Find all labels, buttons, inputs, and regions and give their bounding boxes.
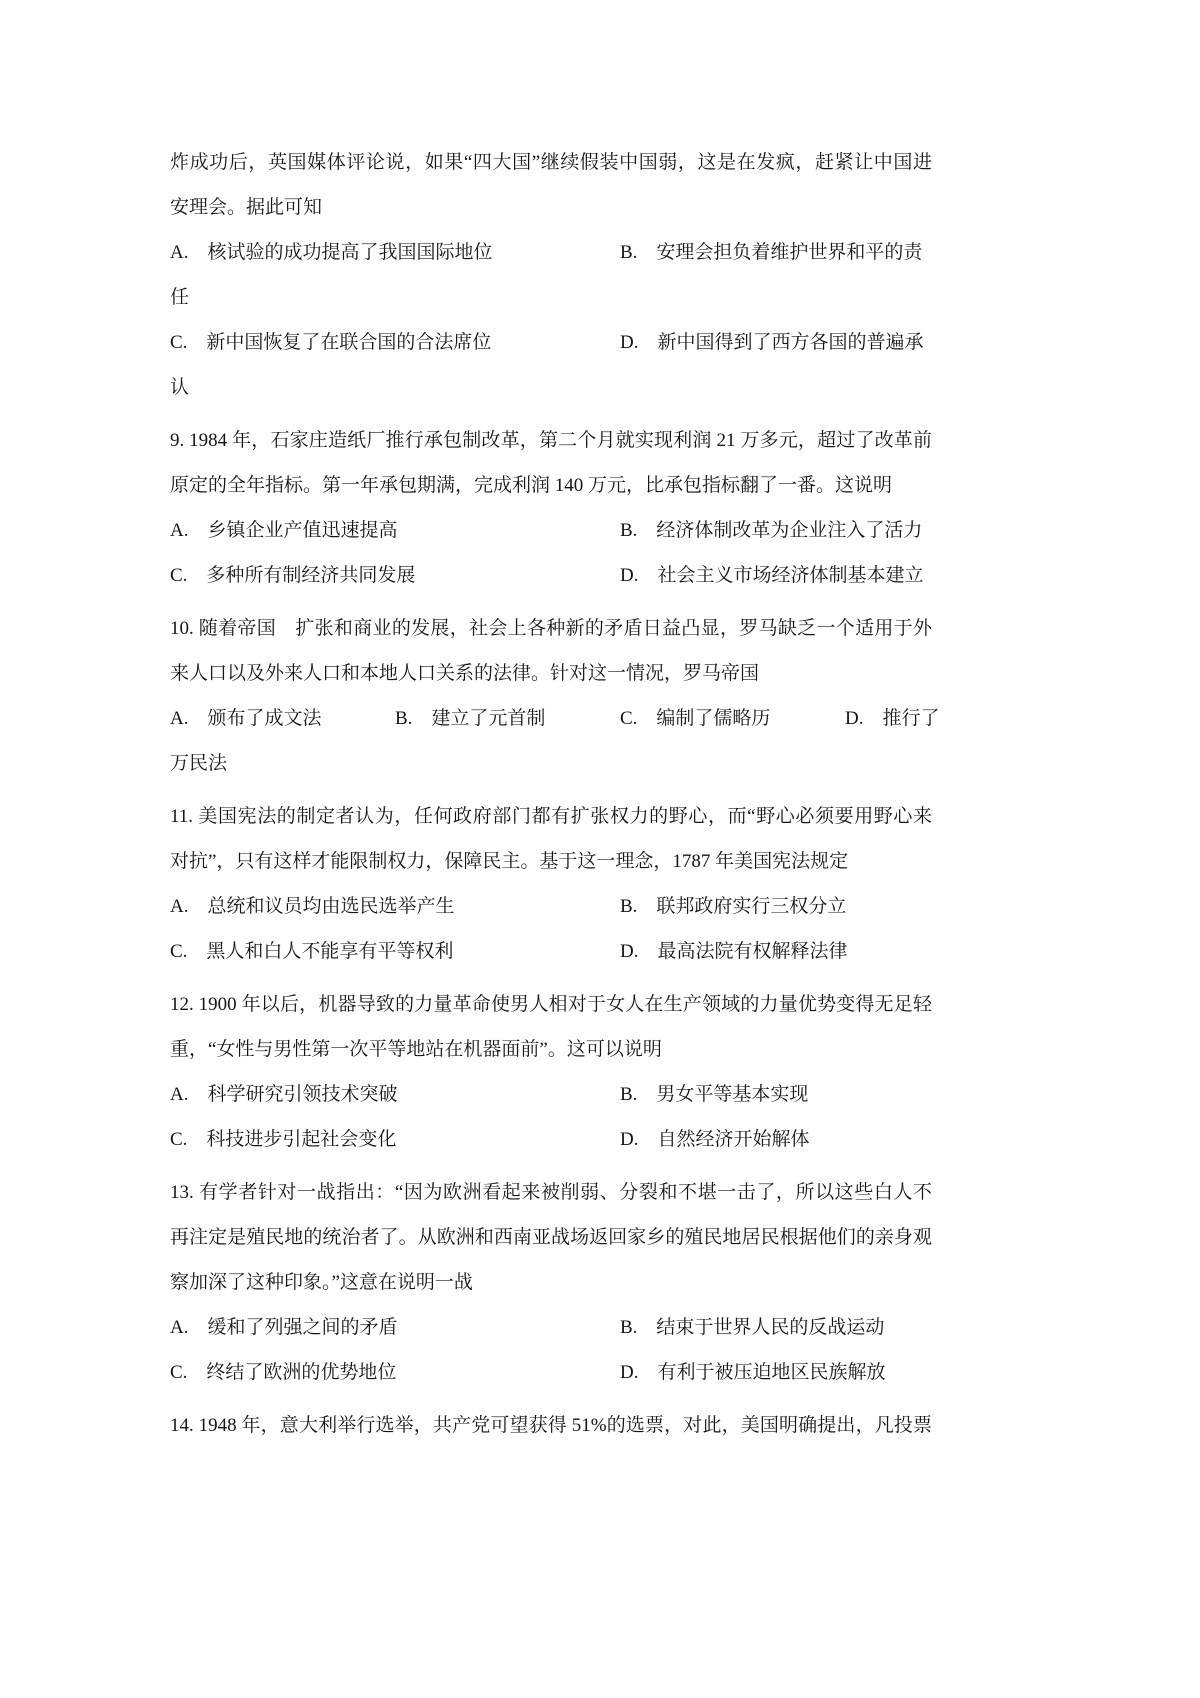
- option-cell: C. 编制了儒略历: [620, 708, 771, 729]
- q12-stem-line: 12. 1900 年以后，机器导致的力量革命使男人相对于女人在生产领域的力量优势变得无足轻: [170, 994, 932, 1015]
- option-cell: D. 自然经济开始解体: [620, 1129, 810, 1150]
- q13-stem-line: 察加深了这种印象。”这意在说明一战: [170, 1272, 473, 1293]
- q11-stem-line: 对抗”，只有这样才能限制权力，保障民主。基于这一理念，1787 年美国宪法规定: [170, 851, 849, 872]
- q11-options-cd: [170, 929, 932, 974]
- q9-options-cd: [170, 553, 932, 598]
- q13-stem-line: 13. 有学者针对一战指出：“因为欧洲看起来被削弱、分裂和不堪一击了，所以这些白人不: [170, 1182, 932, 1203]
- q8-stem-line: 炸成功后，英国媒体评论说，如果“四大国”继续假装中国弱，这是在发疯，赶紧让中国进: [170, 152, 932, 173]
- q11-options-ab: [170, 884, 932, 929]
- q13-stem-line: 再注定是殖民地的统治者了。从欧洲和西南亚战场返回家乡的殖民地居民根据他们的亲身观: [170, 1227, 932, 1248]
- q9-stem-line: 原定的全年指标。第一年承包期满，完成利润 140 万元，比承包指标翻了一番。这说明: [170, 475, 893, 496]
- option-cell: B. 男女平等基本实现: [620, 1084, 809, 1105]
- q10-option-d-continuation: 万民法: [170, 753, 228, 774]
- q12-options-cd: [170, 1117, 932, 1162]
- q8-options-ab: [170, 230, 932, 275]
- q8-stem-line: 安理会。据此可知: [170, 197, 323, 218]
- option-cell: A. 核试验的成功提高了我国国际地位: [170, 242, 493, 263]
- q8-option-b-continuation: 任: [170, 287, 190, 308]
- q11-stem-line: 11. 美国宪法的制定者认为，任何政府部门都有扩张权力的野心，而“野心必须要用野心来: [170, 806, 932, 827]
- option-cell: B. 建立了元首制: [395, 708, 546, 729]
- q9-stem-line: 9. 1984 年，石家庄造纸厂推行承包制改革，第二个月就实现利润 21 万多元，超过了改革前: [170, 430, 932, 451]
- q8-option-d-continuation: 认: [170, 377, 190, 398]
- q13-options-cd: [170, 1350, 932, 1395]
- option-cell: A. 总统和议员均由选民选举产生: [170, 896, 455, 917]
- option-cell: A. 缓和了列强之间的矛盾: [170, 1317, 398, 1338]
- q12-stem-line: 重，“女性与男性第一次平等地站在机器面前”。这可以说明: [170, 1039, 662, 1060]
- q10-options: [170, 696, 940, 741]
- option-cell: A. 颁布了成文法: [170, 708, 322, 729]
- option-cell: A. 科学研究引领技术突破: [170, 1084, 398, 1105]
- q13-options-ab: [170, 1305, 932, 1350]
- option-cell: D. 最高法院有权解释法律: [620, 941, 848, 962]
- option-cell: A. 乡镇企业产值迅速提高: [170, 520, 398, 541]
- q9-options-ab: [170, 508, 932, 553]
- option-cell: C. 终结了欧洲的优势地位: [170, 1362, 397, 1383]
- q14-stem-line: 14. 1948 年，意大利举行选举，共产党可望获得 51%的选票，对此，美国明确提出，凡投票: [170, 1415, 932, 1436]
- q12-options-ab: [170, 1072, 932, 1117]
- option-cell: B. 经济体制改革为企业注入了活力: [620, 520, 923, 541]
- option-cell: B. 结束于世界人民的反战运动: [620, 1317, 885, 1338]
- option-cell: D. 有利于被压迫地区民族解放: [620, 1362, 886, 1383]
- option-cell: C. 新中国恢复了在联合国的合法席位: [170, 332, 492, 353]
- q8-options-cd: [170, 320, 932, 365]
- option-cell: D. 社会主义市场经济体制基本建立: [620, 565, 924, 586]
- option-cell: D. 推行了: [845, 708, 940, 729]
- q10-stem-line: 10. 随着帝国 扩张和商业的发展，社会上各种新的矛盾日益凸显，罗马缺乏一个适用于外: [170, 618, 932, 639]
- q10-stem-line: 来人口以及外来人口和本地人口关系的法律。针对这一情况，罗马帝国: [170, 663, 760, 684]
- option-cell: D. 新中国得到了西方各国的普遍承: [620, 332, 924, 353]
- option-cell: C. 黑人和白人不能享有平等权利: [170, 941, 454, 962]
- option-cell: C. 多种所有制经济共同发展: [170, 565, 416, 586]
- option-cell: B. 联邦政府实行三权分立: [620, 896, 847, 917]
- option-cell: B. 安理会担负着维护世界和平的责: [620, 242, 923, 263]
- option-cell: C. 科技进步引起社会变化: [170, 1129, 397, 1150]
